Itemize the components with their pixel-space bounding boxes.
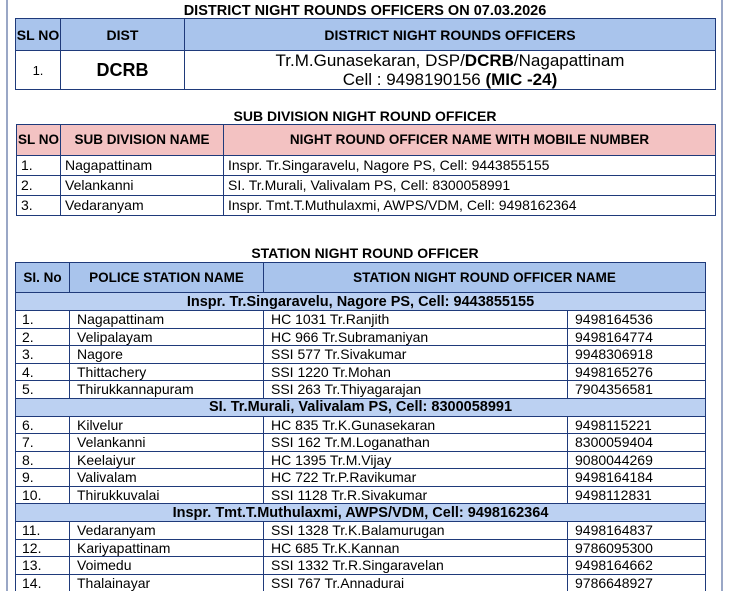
district-dist: DCRB: [61, 51, 185, 90]
station-sl: 7.: [16, 434, 70, 452]
station-name: Keelaiyur: [70, 451, 264, 469]
district-table: [15, 18, 716, 90]
officer-cell: Cell : 9498190156: [342, 70, 486, 89]
station-officer: SSI 1128 Tr.R.Sivakumar: [264, 486, 568, 504]
station-sl: 14.: [16, 574, 70, 591]
station-sl: 5.: [16, 381, 70, 399]
subdivision-header-sl: SL NO: [17, 125, 61, 156]
station-sl: 9.: [16, 469, 70, 487]
station-name: Valivalam: [70, 469, 264, 487]
station-officer: HC 685 Tr.K.Kannan: [264, 539, 568, 557]
district-header-row: [16, 19, 716, 51]
table-row: [16, 416, 706, 434]
district-header-dist: DIST: [61, 19, 185, 51]
station-mobile: 7904356581: [568, 381, 706, 399]
table-row: [17, 156, 716, 176]
station-mobile: 9498164536: [568, 311, 706, 329]
station-officer: HC 722 Tr.P.Ravikumar: [264, 469, 568, 487]
table-row: [16, 451, 706, 469]
table-row: [16, 381, 706, 399]
subdivision-header-row: [17, 125, 716, 156]
table-row: [16, 486, 706, 504]
table-row: [16, 346, 706, 364]
subdivision-name: Nagapattinam: [61, 156, 224, 176]
station-name: Thirukkuvalai: [70, 486, 264, 504]
station-mobile: 9786648927: [568, 574, 706, 591]
station-mobile: 9498164184: [568, 469, 706, 487]
station-sl: 13.: [16, 557, 70, 575]
officer-suffix: /Nagapattinam: [513, 51, 625, 70]
station-header-sl: SI. No: [16, 263, 70, 293]
district-header-officers: DISTRICT NIGHT ROUNDS OFFICERS: [185, 19, 716, 51]
station-officer: HC 835 Tr.K.Gunasekaran: [264, 416, 568, 434]
district-title: DISTRICT NIGHT ROUNDS OFFICERS ON 07.03.2026: [183, 3, 547, 19]
station-header-officer: STATION NIGHT ROUND OFFICER NAME: [264, 263, 706, 293]
group-heading-row: [16, 293, 706, 311]
subdivision-title: SUB DIVISION NIGHT ROUND OFFICER: [233, 108, 497, 124]
station-mobile: 9080044269: [568, 451, 706, 469]
station-sl: 10.: [16, 486, 70, 504]
station-sl: 4.: [16, 363, 70, 381]
station-mobile: 9498112831: [568, 486, 706, 504]
station-sl: 3.: [16, 346, 70, 364]
officer-mic: (MIC -24): [485, 70, 558, 89]
station-name: Nagore: [70, 346, 264, 364]
district-header-sl: SL NO: [16, 19, 61, 51]
officer-bold: DCRB: [464, 51, 514, 70]
station-name: Thittachery: [70, 363, 264, 381]
station-officer: SSI 162 Tr.M.Loganathan: [264, 434, 568, 452]
subdivision-sl: 2.: [17, 176, 61, 196]
district-cell-line: [185, 70, 715, 89]
station-sl: 11.: [16, 522, 70, 540]
station-officer: HC 1395 Tr.M.Vijay: [264, 451, 568, 469]
station-name: Vedaranyam: [70, 522, 264, 540]
group-heading-row: [16, 504, 706, 522]
station-officer: SSI 577 Tr.Sivakumar: [264, 346, 568, 364]
station-title: STATION NIGHT ROUND OFFICER: [251, 245, 479, 261]
officer-prefix: Tr.M.Gunasekaran, DSP/: [275, 51, 465, 70]
station-sl: 2.: [16, 328, 70, 346]
subdivision-name: Vedaranyam: [61, 196, 224, 216]
station-table: [15, 262, 706, 591]
table-row: [17, 196, 716, 216]
station-header-row: [16, 263, 706, 293]
district-officer: [185, 51, 716, 90]
station-name: Voimedu: [70, 557, 264, 575]
table-row: [16, 363, 706, 381]
station-mobile: 9786095300: [568, 539, 706, 557]
station-officer: SSI 263 Tr.Thiyagarajan: [264, 381, 568, 399]
station-header-ps: POLICE STATION NAME: [70, 263, 264, 293]
station-mobile: 9498165276: [568, 363, 706, 381]
subdivision-table: [16, 124, 716, 216]
subdivision-name: Velankanni: [61, 176, 224, 196]
table-row: [16, 328, 706, 346]
station-mobile: 8300059404: [568, 434, 706, 452]
table-row: [16, 574, 706, 591]
subdivision-officer: Inspr. Tmt.T.Muthulaxmi, AWPS/VDM, Cell: 9498162364: [224, 196, 716, 216]
station-officer: HC 966 Tr.Subramaniyan: [264, 328, 568, 346]
subdivision-officer: Inspr. Tr.Singaravelu, Nagore PS, Cell: 9443855155: [224, 156, 716, 176]
station-name: Thalainayar: [70, 574, 264, 591]
district-row: [16, 51, 716, 90]
table-row: [16, 469, 706, 487]
table-row: [16, 311, 706, 329]
group-heading: Inspr. Tr.Singaravelu, Nagore PS, Cell: 9443855155: [16, 293, 706, 311]
station-mobile: 9498115221: [568, 416, 706, 434]
table-row: [16, 522, 706, 540]
station-mobile: 9948306918: [568, 346, 706, 364]
group-heading: SI. Tr.Murali, Valivalam PS, Cell: 8300058991: [16, 398, 706, 416]
subdivision-officer: SI. Tr.Murali, Valivalam PS, Cell: 8300058991: [224, 176, 716, 196]
subdivision-header-name: SUB DIVISION NAME: [61, 125, 224, 156]
station-name: Velipalayam: [70, 328, 264, 346]
district-officer-line: [185, 51, 715, 70]
subdivision-sl: 3.: [17, 196, 61, 216]
station-name: Velankanni: [70, 434, 264, 452]
district-sl: 1.: [16, 51, 61, 90]
station-mobile: 9498164662: [568, 557, 706, 575]
group-heading: Inspr. Tmt.T.Muthulaxmi, AWPS/VDM, Cell: 9498162364: [16, 504, 706, 522]
station-officer: SSI 1332 Tr.R.Singaravelan: [264, 557, 568, 575]
station-officer: HC 1031 Tr.Ranjith: [264, 311, 568, 329]
station-officer: SSI 767 Tr.Annadurai: [264, 574, 568, 591]
station-sl: 6.: [16, 416, 70, 434]
table-row: [16, 434, 706, 452]
subdivision-header-officer: NIGHT ROUND OFFICER NAME WITH MOBILE NUMBER: [224, 125, 716, 156]
station-sl: 1.: [16, 311, 70, 329]
station-sl: 12.: [16, 539, 70, 557]
station-sl: 8.: [16, 451, 70, 469]
station-name: Thirukkannapuram: [70, 381, 264, 399]
station-mobile: 9498164774: [568, 328, 706, 346]
station-name: Kilvelur: [70, 416, 264, 434]
station-name: Kariyapattinam: [70, 539, 264, 557]
group-heading-row: [16, 398, 706, 416]
table-row: [16, 557, 706, 575]
table-row: [16, 539, 706, 557]
table-row: [17, 176, 716, 196]
station-officer: SSI 1328 Tr.K.Balamurugan: [264, 522, 568, 540]
station-officer: SSI 1220 Tr.Mohan: [264, 363, 568, 381]
subdivision-sl: 1.: [17, 156, 61, 176]
station-name: Nagapattinam: [70, 311, 264, 329]
station-mobile: 9498164837: [568, 522, 706, 540]
